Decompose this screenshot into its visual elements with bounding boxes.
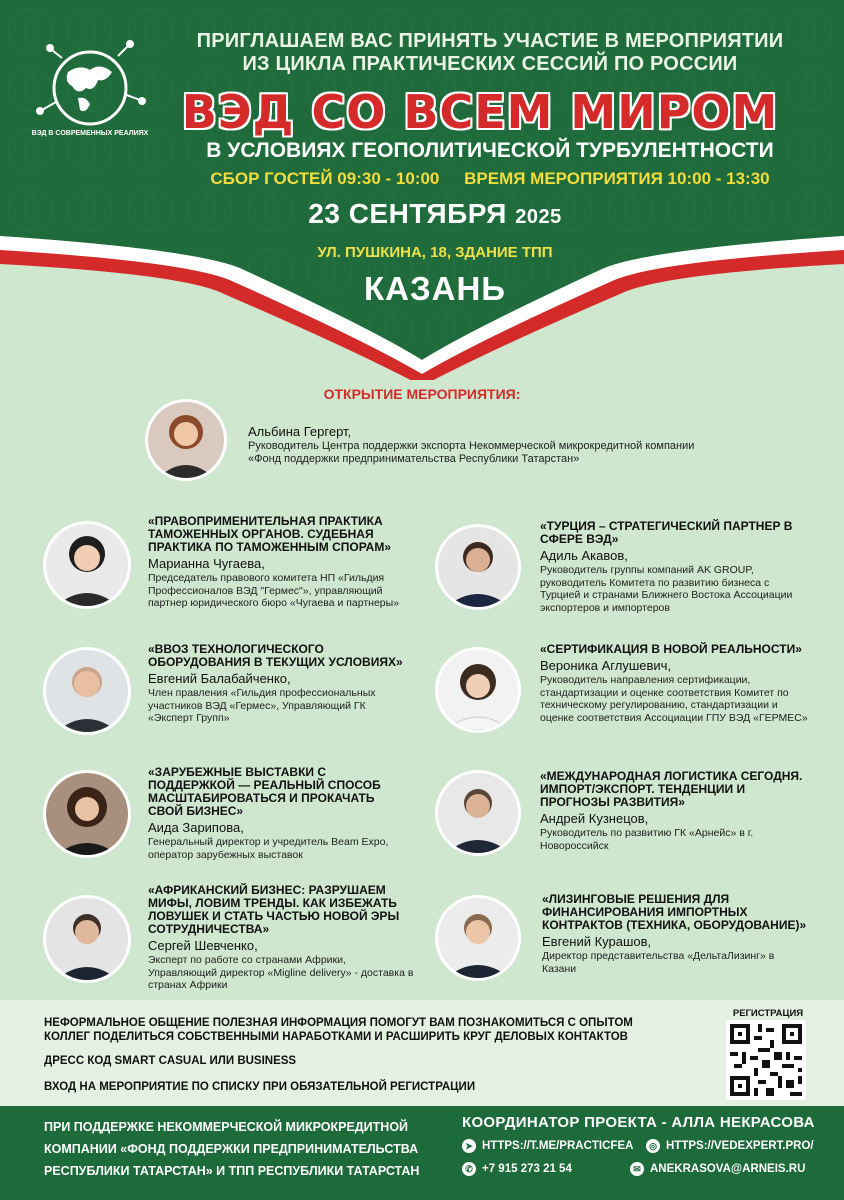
speaker-topic: «АФРИКАНСКИЙ БИЗНЕС: РАЗРУШАЕМ МИФЫ, ЛОВИМ ТРЕНДЫ. КАК ИЗБЕЖАТЬ ЛОВУШЕК И СТАТЬ ЧАСТЬЮ НОВОЙ ЭРЫ СОТРУДНИЧЕСТВА» [148, 883, 400, 936]
avatar [46, 773, 128, 855]
support-line-3: РЕСПУБЛИКИ ТАТАРСТАН» И ТПП РЕСПУБЛИКИ ТАТАРСТАН [44, 1164, 420, 1178]
support-text [44, 1116, 444, 1182]
phone-icon: ✆ [462, 1162, 476, 1176]
speaker-role: Руководитель Центра поддержки экспорта Некоммерческой микрокредитной компании «Фонд поддержки предпринимательства Республики Татарстан» [248, 440, 695, 465]
avatar [438, 650, 518, 730]
telegram-icon: ➤ [462, 1139, 476, 1153]
speaker-name: Вероника Аглушевич, [540, 658, 672, 673]
registration-qr-code[interactable] [726, 1020, 806, 1100]
speaker-topic: «ВВОЗ ТЕХНОЛОГИЧЕСКОГО ОБОРУДОВАНИЯ В ТЕКУЩИХ УСЛОВИЯХ» [148, 642, 403, 669]
avatar [438, 773, 518, 853]
speaker-card [148, 766, 410, 861]
speaker-name: Евгений Балабайченко, [148, 671, 291, 686]
speaker-role: Руководитель по развитию ГК «Арнейс» в г. Новороссийск [540, 827, 754, 852]
globe-icon: ◎ [646, 1139, 660, 1153]
speaker-card [540, 770, 808, 852]
coordinator: КООРДИНАТОР ПРОЕКТА - АЛЛА НЕКРАСОВА [462, 1114, 815, 1131]
avatar [148, 402, 224, 478]
support-line-2: КОМПАНИИ «ФОНД ПОДДЕРЖКИ ПРЕДПРИНИМАТЕЛЬСТВА [44, 1142, 419, 1156]
speaker-name: Сергей Шевченко, [148, 938, 258, 953]
speaker-name: Евгений Курашов, [542, 934, 652, 949]
event-day: 23 СЕНТЯБРЯ [308, 198, 507, 229]
speaker-card [542, 893, 810, 975]
event-date [150, 196, 720, 235]
speaker-name: Альбина Гергерт, [248, 424, 352, 439]
speaker-topic: «ЛИЗИНГОВЫЕ РЕШЕНИЯ ДЛЯ ФИНАНСИРОВАНИЯ ИМПОРТНЫХ КОНТРАКТОВ (ТЕХНИКА, ОБОРУДОВАНИЕ)» [542, 892, 807, 932]
support-line-1: ПРИ ПОДДЕРЖКЕ НЕКОММЕРЧЕСКОЙ МИКРОКРЕДИТНОЙ [44, 1120, 409, 1134]
speaker-card [148, 884, 414, 992]
info-line-2: КОЛЛЕГ ПОДЕЛИТЬСЯ СОБСТВЕННЫМИ НАРАБОТКАМИ И РАСШИРИТЬ КРУГ ДЕЛОВЫХ КОНТАКТОВ [44, 1031, 628, 1043]
event-times [150, 168, 830, 190]
speaker-card [148, 643, 410, 725]
avatar [46, 524, 128, 606]
website-url: HTTPS://VEDEXPERT.PRO/ [666, 1140, 814, 1152]
speaker-role: Директор представительства «ДельтаЛизинг» в Казани [542, 950, 775, 975]
speaker-name: Андрей Кузнецов, [540, 811, 649, 826]
speaker-name: Аида Зарипова, [148, 820, 244, 835]
speaker-role: Эксперт по работе со странами Африки, Управляющий директор «Migline delivery» - доставка в странах Африки [148, 954, 414, 991]
website-link[interactable] [646, 1139, 814, 1153]
speaker-card [540, 643, 812, 724]
event-time: ВРЕМЯ МЕРОПРИЯТИЯ 10:00 - 13:30 [464, 169, 770, 188]
event-subtitle: В УСЛОВИЯХ ГЕОПОЛИТИЧЕСКОЙ ТУРБУЛЕНТНОСТИ [206, 139, 774, 162]
event-year: 2025 [515, 206, 562, 228]
event-address: УЛ. ПУШКИНА, 18, ЗДАНИЕ ТПП [317, 244, 553, 261]
speaker-topic: «ПРАВОПРИМЕНИТЕЛЬНАЯ ПРАКТИКА ТАМОЖЕННЫХ ОРГАНОВ. СУДЕБНАЯ ПРАКТИКА ПО ТАМОЖЕННЫМ СПОРАМ» [148, 514, 392, 554]
opening-speaker [248, 422, 718, 466]
invite-line-1: ПРИГЛАШАЕМ ВАС ПРИНЯТЬ УЧАСТИЕ В МЕРОПРИЯТИИ [196, 30, 784, 52]
event-title: ВЭД СО ВСЕМ МИРОМ [181, 85, 779, 139]
email-link[interactable] [630, 1162, 805, 1176]
entry-note: ВХОД НА МЕРОПРИЯТИЕ ПО СПИСКУ ПРИ ОБЯЗАТЕЛЬНОЙ РЕГИСТРАЦИИ [44, 1081, 476, 1093]
speaker-name: Адиль Акавов, [540, 548, 628, 563]
speaker-role: Руководитель направления сертификации, стандартизации и оценке соответствия Комитет по техническому регулированию, стандартизации и оценке соответствия Ассоциации ГПУ ВЭД «ГЕРМЕС» [540, 674, 808, 724]
email-address: ANEKRASOVA@ARNEIS.RU [650, 1163, 806, 1175]
phone-number: +7 915 273 21 54 [482, 1163, 572, 1175]
registration-label: РЕГИСТРАЦИЯ [732, 1008, 804, 1019]
mail-icon: ✉ [630, 1162, 644, 1176]
event-city: КАЗАНЬ [363, 270, 507, 307]
avatar [46, 898, 128, 980]
speaker-role: Член правления «Гильдия профессиональных участников ВЭД «Гермес», Управляющий ГК «Эксперт Групп» [148, 687, 376, 724]
speaker-role: Председатель правового комитета НП «Гильдия Профессионалов ВЭД "Гермес"», управляющий партнер юридического бюро «Чугаева и партнеры» [148, 572, 400, 609]
phone-link[interactable] [462, 1162, 572, 1176]
guests-time: СБОР ГОСТЕЙ 09:30 - 10:00 [210, 169, 440, 188]
speaker-topic: «ЗАРУБЕЖНЫЕ ВЫСТАВКИ С ПОДДЕРЖКОЙ — РЕАЛЬНЫЙ СПОСОБ МАСШТАБИРОВАТЬСЯ И ПРОКАЧАТЬ СВОЙ БИЗНЕС» [148, 765, 381, 818]
speaker-topic: «ТУРЦИЯ – СТРАТЕГИЧЕСКИЙ ПАРТНЕР В СФЕРЕ ВЭД» [540, 519, 793, 546]
speaker-topic: «МЕЖДУНАРОДНАЯ ЛОГИСТИКА СЕГОДНЯ. ИМПОРТ/ЭКСПОРТ. ТЕНДЕНЦИИ И ПРОГНОЗЫ РАЗВИТИЯ» [540, 769, 803, 809]
speaker-card [540, 520, 808, 614]
dress-code: ДРЕСС КОД SMART CASUAL ИЛИ BUSINESS [44, 1055, 297, 1067]
event-header [0, 0, 844, 380]
speaker-topic: «СЕРТИФИКАЦИЯ В НОВОЙ РЕАЛЬНОСТИ» [540, 642, 802, 656]
info-line-1: НЕФОРМАЛЬНОЕ ОБЩЕНИЕ ПОЛЕЗНАЯ ИНФОРМАЦИЯ ПОМОГУТ ВАМ ПОЗНАКОМИТЬСЯ С ОПЫТОМ [44, 1017, 633, 1029]
speaker-role: Руководитель группы компаний AK GROUP, руководитель Комитета по развитию бизнеса с Турцией и странами Ближнего Востока Ассоциации экспортеров и импортеров [540, 564, 793, 614]
telegram-url: HTTPS://T.ME/PRACTICFEA [482, 1140, 634, 1152]
speaker-role: Генеральный директор и учредитель Beam Expo, оператор зарубежных выставок [148, 836, 389, 861]
speaker-card [148, 515, 410, 610]
avatar [438, 898, 518, 978]
avatar [46, 650, 128, 732]
avatar [438, 527, 518, 607]
opening-title: ОТКРЫТИЕ МЕРОПРИЯТИЯ: [323, 386, 521, 402]
telegram-link[interactable] [462, 1139, 633, 1153]
invite-line-2: ИЗ ЦИКЛА ПРАКТИЧЕСКИХ СЕССИЙ ПО РОССИИ [242, 53, 738, 75]
invite-text [150, 30, 830, 76]
logo-caption: ВЭД В СОВРЕМЕННЫХ РЕАЛИЯХ [31, 130, 149, 137]
speaker-name: Марианна Чугаева, [148, 556, 265, 571]
logo-globe-icon [28, 38, 152, 138]
